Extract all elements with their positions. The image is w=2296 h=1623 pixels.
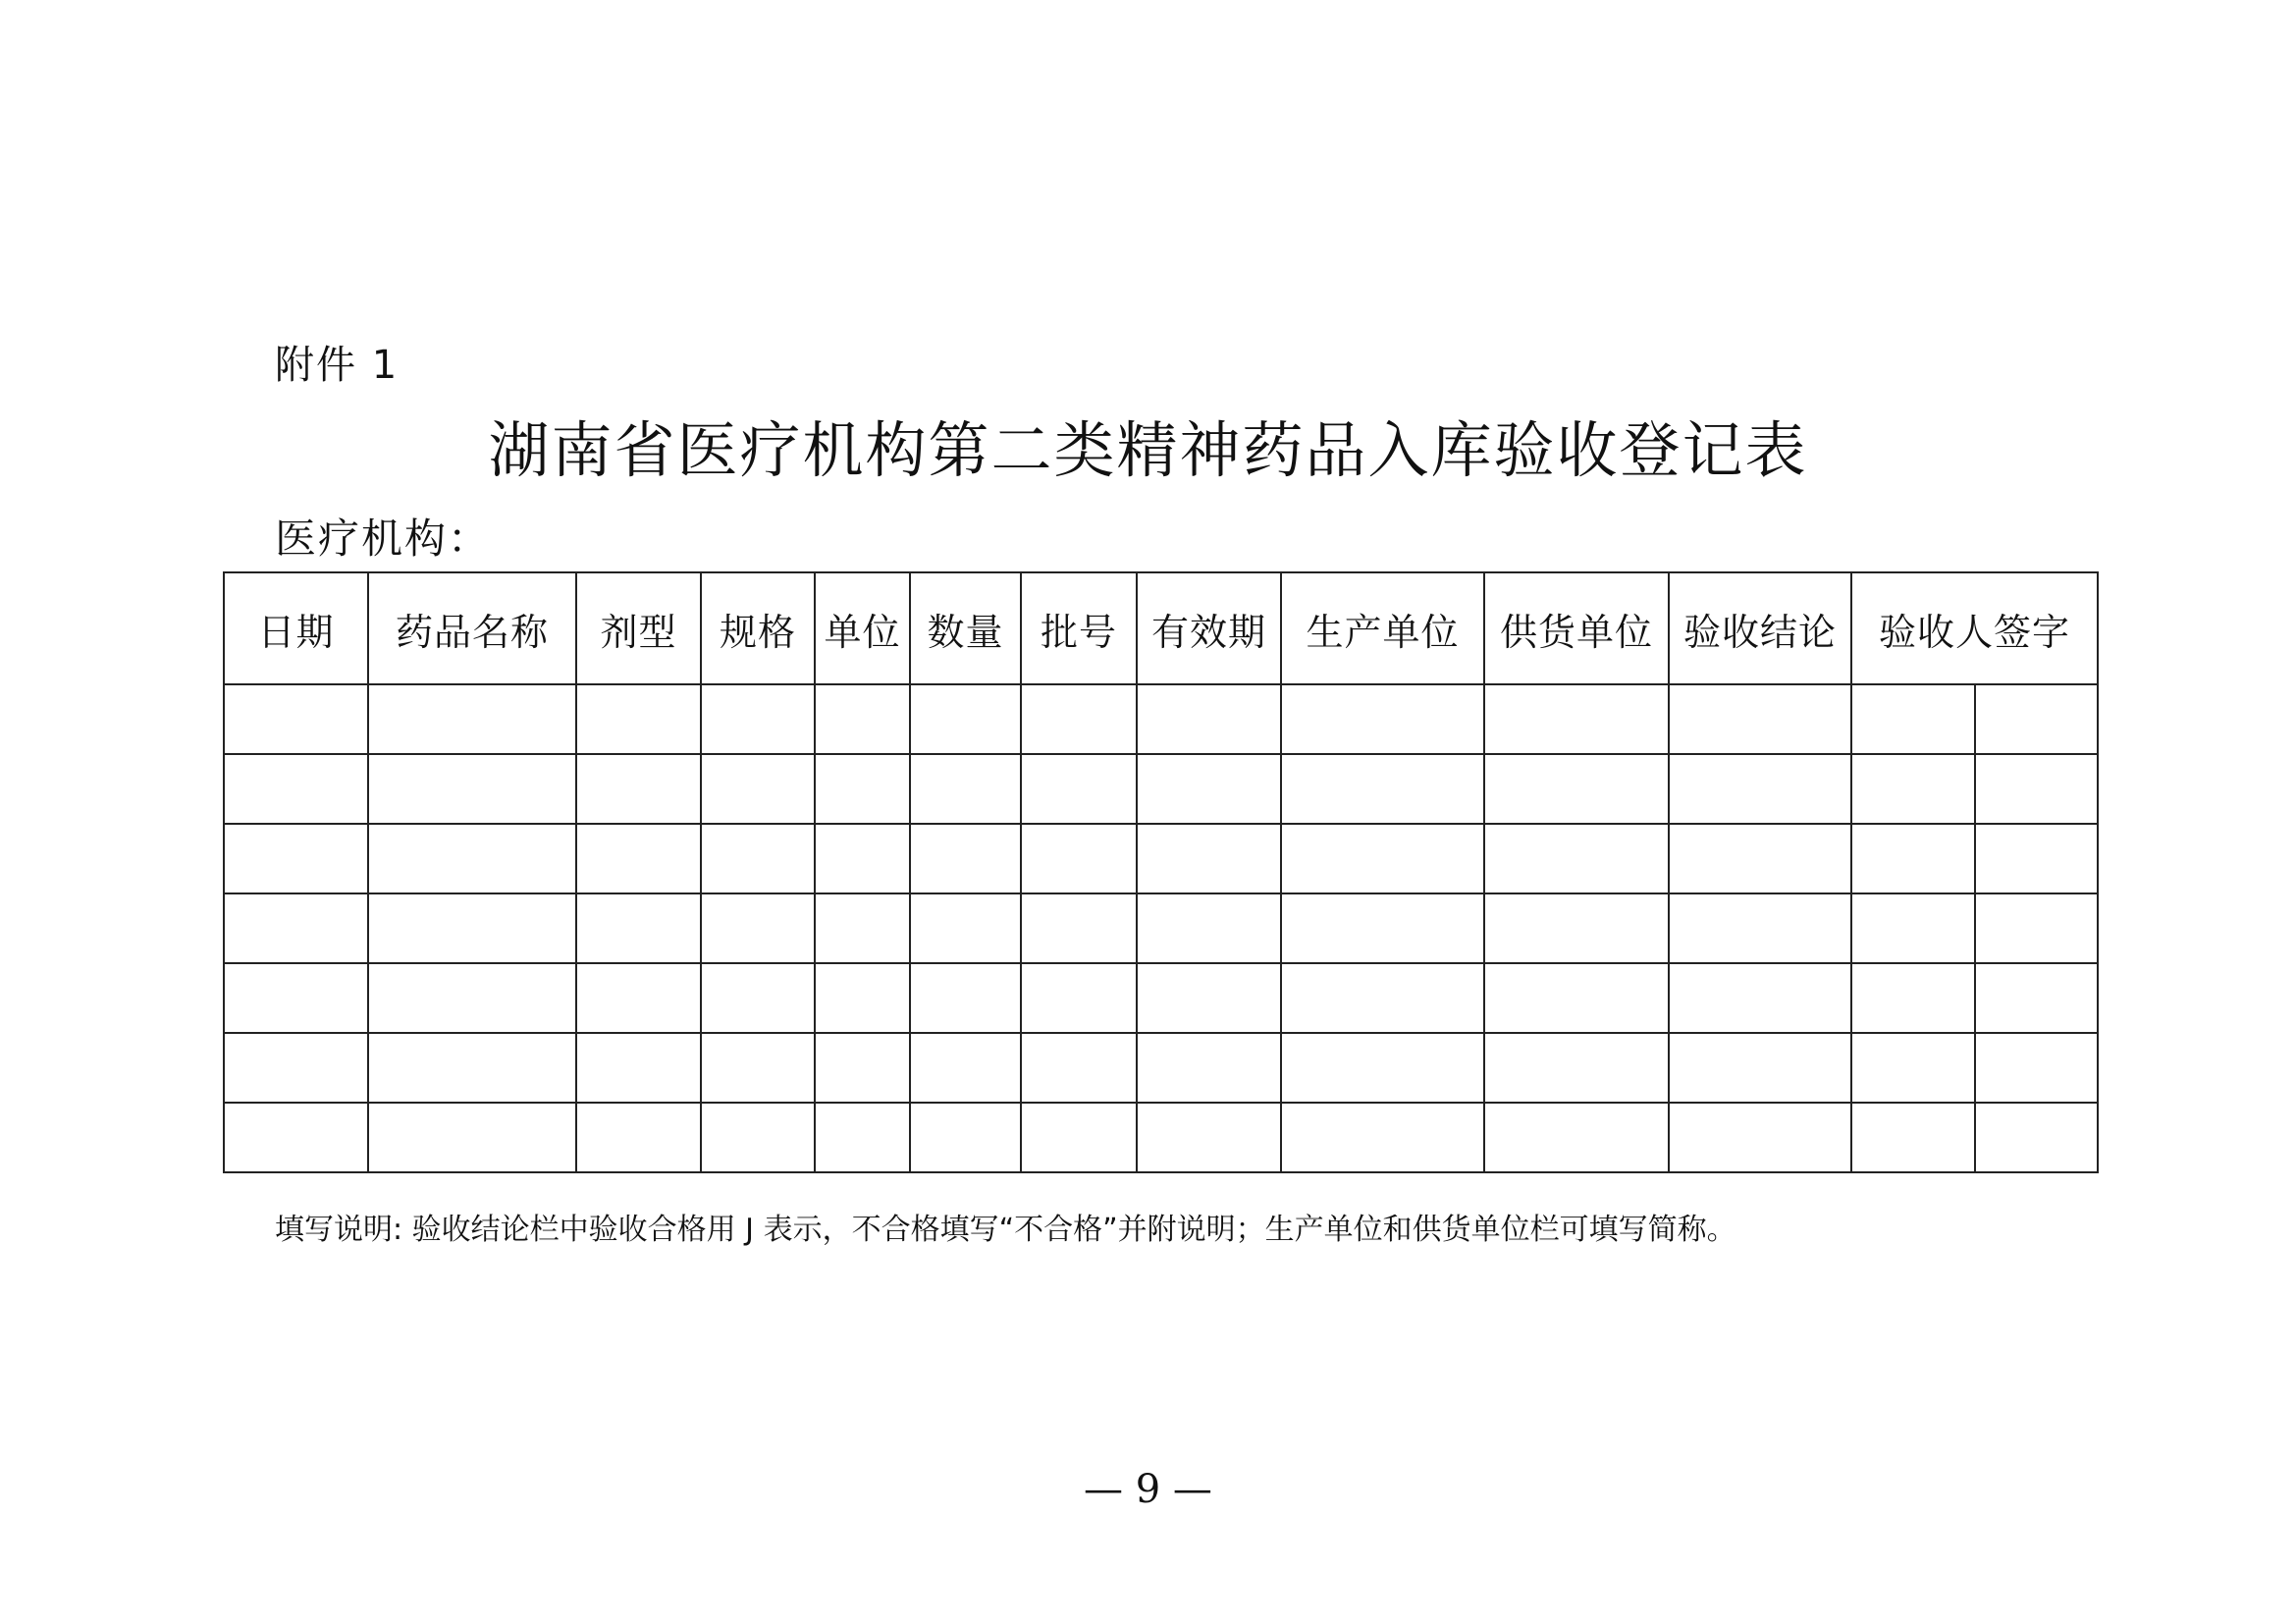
table-cell[interactable]: [1669, 754, 1851, 824]
table-cell[interactable]: [1851, 684, 1975, 754]
table-row: [224, 754, 2098, 824]
table-cell[interactable]: [576, 824, 701, 893]
table-cell[interactable]: [1851, 963, 1975, 1033]
header-quantity: 数量: [910, 572, 1021, 684]
table-cell[interactable]: [1281, 963, 1484, 1033]
table-cell[interactable]: [368, 754, 576, 824]
table-cell[interactable]: [1975, 1103, 2098, 1172]
table-cell[interactable]: [1851, 824, 1975, 893]
header-expiry-date: 有效期: [1137, 572, 1281, 684]
table-cell[interactable]: [1021, 893, 1137, 963]
header-batch-number: 批号: [1021, 572, 1137, 684]
table-cell[interactable]: [1021, 684, 1137, 754]
table-cell[interactable]: [576, 1103, 701, 1172]
table-cell[interactable]: [1021, 1103, 1137, 1172]
header-dosage-form: 剂型: [576, 572, 701, 684]
table-cell[interactable]: [1281, 1033, 1484, 1103]
table-cell[interactable]: [576, 963, 701, 1033]
table-cell[interactable]: [1484, 893, 1669, 963]
table-cell[interactable]: [224, 963, 368, 1033]
table-cell[interactable]: [1669, 684, 1851, 754]
table-cell[interactable]: [910, 684, 1021, 754]
table-cell[interactable]: [1975, 684, 2098, 754]
attachment-label: 附件 1: [275, 343, 400, 388]
header-date: 日期: [224, 572, 368, 684]
table-cell[interactable]: [815, 684, 910, 754]
table-cell[interactable]: [1669, 1103, 1851, 1172]
table-row: [224, 963, 2098, 1033]
table-cell[interactable]: [815, 1103, 910, 1172]
table-cell[interactable]: [1137, 963, 1281, 1033]
table-cell[interactable]: [1484, 1103, 1669, 1172]
form-title: 湖南省医疗机构第二类精神药品入库验收登记表: [488, 414, 1808, 486]
table-row: [224, 684, 2098, 754]
table-cell[interactable]: [910, 963, 1021, 1033]
table-cell[interactable]: [815, 963, 910, 1033]
table-cell[interactable]: [1021, 963, 1137, 1033]
table-cell[interactable]: [1975, 963, 2098, 1033]
table-cell[interactable]: [1975, 1033, 2098, 1103]
table-cell[interactable]: [1975, 824, 2098, 893]
header-manufacturer: 生产单位: [1281, 572, 1484, 684]
table-cell[interactable]: [701, 1103, 815, 1172]
table-cell[interactable]: [224, 1103, 368, 1172]
table-cell[interactable]: [1281, 824, 1484, 893]
table-cell[interactable]: [815, 893, 910, 963]
header-supplier: 供货单位: [1484, 572, 1669, 684]
table-cell[interactable]: [1851, 1033, 1975, 1103]
table-cell[interactable]: [1281, 684, 1484, 754]
table-cell[interactable]: [1137, 684, 1281, 754]
table-row: [224, 1033, 2098, 1103]
table-cell[interactable]: [368, 893, 576, 963]
filling-instructions: 填写说明: 验收结论栏中验收合格用 J 表示，不合格填写“不合格”并附说明；生产单位和供货单位栏可填写简称。: [275, 1213, 1736, 1247]
table-cell[interactable]: [368, 963, 576, 1033]
table-cell[interactable]: [815, 824, 910, 893]
table-cell[interactable]: [701, 684, 815, 754]
header-specification: 规格: [701, 572, 815, 684]
table-cell[interactable]: [224, 893, 368, 963]
table-cell[interactable]: [1851, 893, 1975, 963]
register-body: [224, 684, 2098, 1172]
table-cell[interactable]: [224, 754, 368, 824]
table-cell[interactable]: [576, 893, 701, 963]
page-number: — 9 —: [1084, 1467, 1212, 1512]
table-row: [224, 1103, 2098, 1172]
table-cell[interactable]: [368, 1103, 576, 1172]
table-cell[interactable]: [910, 824, 1021, 893]
table-cell[interactable]: [910, 754, 1021, 824]
table-row: [224, 824, 2098, 893]
table-cell[interactable]: [701, 893, 815, 963]
table-cell[interactable]: [1669, 1033, 1851, 1103]
table-cell[interactable]: [1137, 824, 1281, 893]
table-cell[interactable]: [576, 1033, 701, 1103]
table-cell[interactable]: [701, 754, 815, 824]
table-row: [224, 893, 2098, 963]
table-cell[interactable]: [1484, 824, 1669, 893]
table-cell[interactable]: [1851, 1103, 1975, 1172]
table-cell[interactable]: [910, 1103, 1021, 1172]
table-cell[interactable]: [701, 963, 815, 1033]
table-cell[interactable]: [224, 824, 368, 893]
table-cell[interactable]: [1851, 754, 1975, 824]
institution-label: 医疗机构：: [275, 514, 492, 563]
table-cell[interactable]: [368, 824, 576, 893]
table-cell[interactable]: [1281, 893, 1484, 963]
table-cell[interactable]: [576, 754, 701, 824]
table-cell[interactable]: [576, 684, 701, 754]
table-cell[interactable]: [1021, 1033, 1137, 1103]
table-cell[interactable]: [224, 684, 368, 754]
table-cell[interactable]: [1137, 754, 1281, 824]
table-cell[interactable]: [815, 1033, 910, 1103]
table-cell[interactable]: [910, 893, 1021, 963]
header-unit: 单位: [815, 572, 910, 684]
table-cell[interactable]: [1975, 893, 2098, 963]
table-cell[interactable]: [1975, 754, 2098, 824]
table-cell[interactable]: [910, 1033, 1021, 1103]
table-cell[interactable]: [701, 1033, 815, 1103]
table-cell[interactable]: [1669, 963, 1851, 1033]
table-cell[interactable]: [1484, 684, 1669, 754]
table-cell[interactable]: [224, 1033, 368, 1103]
header-row: [224, 572, 2098, 684]
table-cell[interactable]: [815, 754, 910, 824]
table-cell[interactable]: [1021, 824, 1137, 893]
table-cell[interactable]: [1484, 754, 1669, 824]
header-acceptance-result: 验收结论: [1669, 572, 1851, 684]
table-cell[interactable]: [368, 684, 576, 754]
header-inspector-signature: 验收人签字: [1851, 572, 2098, 684]
table-cell[interactable]: [1021, 754, 1137, 824]
table-cell[interactable]: [1669, 893, 1851, 963]
table-cell[interactable]: [1281, 754, 1484, 824]
header-drug-name: 药品名称: [368, 572, 576, 684]
table-cell[interactable]: [1484, 963, 1669, 1033]
register-table: [223, 571, 2099, 1173]
table-cell[interactable]: [1137, 893, 1281, 963]
table-cell[interactable]: [1669, 824, 1851, 893]
table-cell[interactable]: [1484, 1033, 1669, 1103]
table-cell[interactable]: [1137, 1103, 1281, 1172]
table-cell[interactable]: [1137, 1033, 1281, 1103]
table-cell[interactable]: [1281, 1103, 1484, 1172]
table-cell[interactable]: [701, 824, 815, 893]
table-cell[interactable]: [368, 1033, 576, 1103]
